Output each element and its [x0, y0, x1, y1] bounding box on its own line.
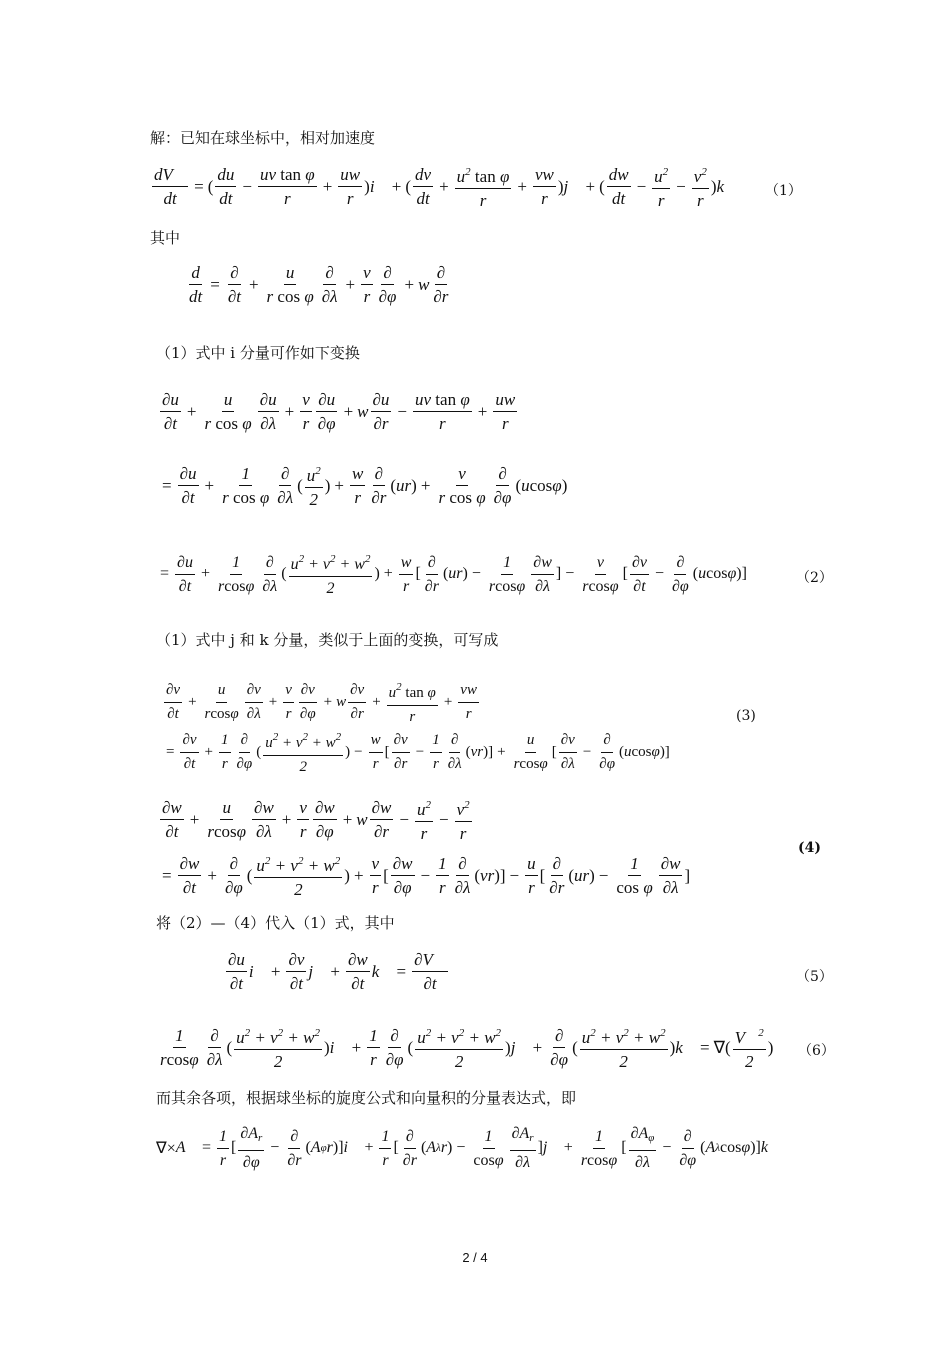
equation-number-3: (3) — [736, 708, 756, 724]
equation-curl: ∇× A⃗ = $\frac{1}{r}$ [ $\partial A_r$ ∂φ − ∂ ∂r ( A φ r )] i⃗ + $\frac{1}{r}$ [ ∂ ∂r ( A λ r ) − $\frac{1}{\cos\varphi}$ $\partial A_r$ ∂λ ] j⃗ + $\frac{1}{rcos\varphi}$ [ $\partial A_\varphi$ ∂λ − ∂ ∂φ ( A λ cos φ )] k⃗ — [156, 1125, 781, 1171]
equation-total-derivative: $\frac{d}{dt}$ = ∂ ∂t + $\frac{u}{\text{r cos φ}}$ ∂ ∂λ + $\frac{v}{r}$ ∂ ∂φ + w ∂ ∂r — [189, 263, 449, 306]
equation-4-line-2: = $\frac{\partial w}{\partial t}$ + ∂ ∂φ ( $u^2 + v^2 + w^2$ 2 ) + $\frac{v}{r}$ [ ∂w ∂φ − $\frac{1}{r}$ ∂ ∂λ ( vr )] − $\frac{u}{r}$ [ ∂ ∂r ( ur ) − $\frac{1}{\text{cos φ}}$ ∂w ∂λ ] — [162, 854, 691, 899]
equation-number-6: （6） — [798, 1043, 835, 1059]
intro-text: 解：已知在球坐标中，相对加速度 — [150, 129, 376, 147]
equation-number-5: （5） — [796, 969, 833, 985]
jk-component-text: （1）式中 j 和 k 分量，类似于上面的变换，可写成 — [156, 631, 499, 649]
equation-i-component-line-2: = $\frac{\partial u}{\partial t}$ + $\frac{1}{\text{r cos φ}}$ ∂ ∂λ ( $u^2$ 2 ) + $\frac{w}{r}$ ∂ ∂r ( ur ) + $\frac{v}{\text{r cos φ}}$ ∂ ∂φ ( u cos φ ) — [162, 464, 568, 509]
equation-6: 1 rcosφ ∂ ∂λ ( $u^2 + v^2 + w^2$ 2 ) i⃗ + $\frac{1}{r}$ ∂ ∂φ ( $u^2 + v^2 + w^2$ 2 ) j⃗ + ∂ ∂φ ( $u^2 + v^2 + w^2$ 2 ) k⃗ = ∇( V⃗$^2$ 2 ) — [160, 1026, 774, 1071]
equation-3-line-1: ∂v ∂t + $\frac{u}{rcos\varphi}$ ∂v ∂λ + $\frac{v}{r}$ ∂v ∂φ + w $\frac{\partial v}{\partial r}$ + $\frac{u^2 \tan \varphi}{r}$ + $\frac{vw}{r}$ — [162, 678, 481, 727]
substitute-text: 将（2）—（4）代入（1）式，其中 — [156, 914, 395, 932]
equation-2: = $\frac{\partial u}{\partial t}$ + $\frac{1}{rcos\varphi}$ ∂ ∂λ ( $u^2 + v^2 + w^2$ 2 ) + $\frac{w}{r}$ [ ∂ ∂r ( ur ) − $\frac{1}{rcos\varphi}$ ∂w ∂λ ] − $\frac{v}{rcos\varphi}$ [ ∂v ∂t − ∂ ∂φ ( u cos φ )] — [156, 550, 747, 598]
equation-number-4: (4) — [798, 840, 821, 856]
equation-i-component-line-1: ∂u ∂t + $\frac{u}{\text{r cos φ}}$ ∂u ∂λ + $\frac{v}{r}$ ∂u ∂φ + w $\frac{\partial u}{\partial r}$ − $\frac{\text{uv tan φ}}{r}$ + $\frac{uw}{r}$ — [162, 390, 516, 433]
equation-number-1: （1） — [765, 183, 802, 199]
i-component-text: （1）式中 i 分量可作如下变换 — [156, 344, 360, 362]
equation-number-2: （2） — [796, 570, 833, 586]
equation-3-line-2: = $\frac{\partial v}{\partial t}$ + $\frac{1}{r}$ ∂ ∂φ ( $u^2 + v^2 + w^2$ 2 ) − $\frac{w}{r}$ [ ∂v ∂r − $\frac{1}{r}$ ∂ ∂λ ( vr )] + $\frac{u}{rcos\varphi}$ [ ∂v ∂λ − ∂ ∂φ ( u cos φ )] — [162, 728, 670, 777]
page-number: 2 / 4 — [462, 1250, 488, 1265]
qizhong-text: 其中 — [150, 229, 181, 247]
equation-1: $\frac{dV⃗}{dt}$ = ( du dt − $\frac{\text{uv tan φ}}{r}$ + $\frac{uw}{r}$ ) i⃗ + ( dv dt + $\frac{u^2 \tan \varphi}{r}$ + $\frac{vw}{r}$ ) j⃗ + ( dw dt − $\frac{u^2}{r}$ − $\frac{v^2}{r}$ ) k⃗ — [154, 165, 738, 210]
equation-4-line-1: ∂w ∂t + $\frac{u}{rcos\varphi}$ ∂w ∂λ + $\frac{v}{r}$ ∂w ∂φ + w $\frac{\partial w}{\partial r}$ − $\frac{u^2}{r}$ − $\frac{v^2}{r}$ — [162, 798, 470, 843]
curl-intro-text: 而其余各项，根据球坐标的旋度公式和向量积的分量表达式，即 — [156, 1089, 577, 1107]
equation-5: ∂u ∂t i⃗ + $\frac{\partial v}{\partial t}$ j⃗ + $\frac{\partial w}{\partial t}$ k⃗ = $\frac{\partial V⃗}{\partial t}$ — [228, 950, 447, 993]
